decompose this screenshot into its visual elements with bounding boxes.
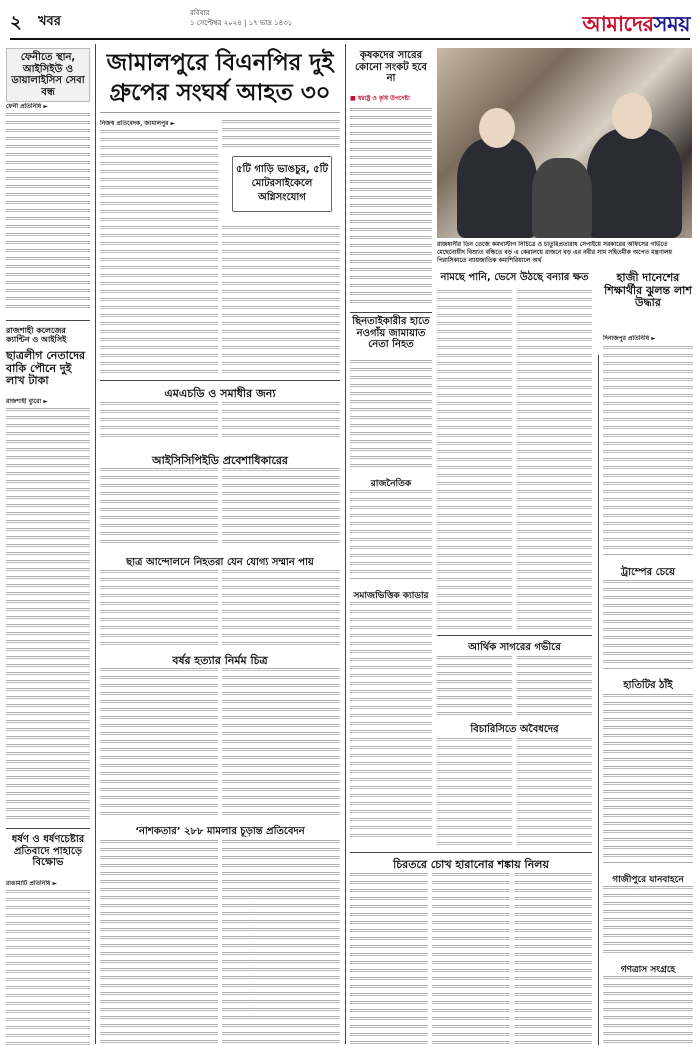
logo-main-text: আমাদের (582, 12, 654, 36)
section-heading: এমএচডি ও সমাধীর জন্য (164, 387, 276, 400)
issue-date (190, 8, 292, 28)
lead-body-col2b (222, 226, 340, 376)
section-body (222, 668, 340, 818)
story-body-text (437, 738, 512, 848)
story-divider (6, 828, 90, 829)
section-heading: ট্রাম্পের চেয়ে (621, 567, 675, 578)
story-body-text (350, 360, 432, 470)
section-body (100, 468, 218, 548)
section-body (100, 402, 218, 442)
story-body-text (350, 873, 428, 1045)
story-headline: ছাত্রলীগ নেতাদের বাকি পৌনে দুই লাখ টাকা (6, 349, 86, 388)
story-headline: ছিনতাইকারীর হাতে নওগাঁয় জামায়াত নেতা নিহত (352, 316, 430, 350)
story-credit: দিনাজপুর প্রতিনিধি ► (603, 335, 656, 342)
news-photo (437, 48, 692, 238)
section-heading: আইসিসিপিইডি প্রবেশাধিকারের (152, 454, 288, 467)
section-heading: ‘নাশকতার’ ২৮৮ মামলার চূড়ান্ত প্রতিবেদন (135, 826, 305, 837)
section-heading: বর্ষর হত্যার নির্মম চিত্র (172, 654, 268, 667)
story-kicker: রাজশাহী কলেজের ক্যান্টিন ও আইসিই (6, 326, 67, 345)
story-headline: ধর্ষণ ও ধর্ষণচেষ্টার প্রতিবাদে পাহাড়ে বিক্ষোভ (11, 834, 85, 868)
story-body-text (514, 873, 592, 1045)
story-body-text (6, 113, 90, 313)
story-headline: কৃষকদের সারের কোনো সংকট হবে না (355, 50, 427, 84)
story-divider (6, 320, 90, 321)
lead-headline-line2: গ্রুপের সংঘর্ষ আহত ৩০ (109, 80, 331, 106)
issue-date-full: ১ সেপ্টেম্বর ২০২৪ | ১৭ ভাদ্র ১৪৩১ (190, 19, 293, 27)
section-heading: হাতিটির ঠাঁই (623, 680, 673, 691)
story-body-text (437, 290, 512, 630)
section-body (100, 668, 218, 818)
story-body-text (603, 886, 693, 956)
story-divider (350, 312, 432, 313)
logo-accent-text: সময় (653, 12, 690, 36)
section-divider (100, 380, 340, 381)
section-body (100, 570, 218, 645)
story-body-text (517, 290, 592, 630)
story-body-text (350, 602, 432, 842)
lead-headline (100, 48, 340, 113)
story-body-text (603, 346, 693, 556)
lead-body-col2a (222, 120, 340, 150)
section-heading: গণত্রাস সংগ্রহে (620, 965, 676, 975)
story-body-text (350, 490, 432, 580)
story-credit: ফেনী প্রতিনিধি ► (6, 103, 48, 110)
story-credit: রাজশাহী ব্যুরো ► (6, 398, 48, 405)
section-heading: আর্থিক সাগরের গভীরে (468, 642, 561, 653)
section-body (222, 468, 340, 548)
lead-body-col1 (100, 130, 218, 375)
section-body (100, 840, 218, 1045)
story-headline: নামছে পানি, ভেসে উঠছে বন্যার ক্ষত (440, 272, 589, 283)
lead-headline-line1: জামালপুরে বিএনপির দুই (106, 50, 334, 76)
page-header (10, 6, 690, 40)
lead-pull-quote: ৫টি গাড়ি ভাঙচুর, ৫টি মোটরসাইকেলে অগ্নিসংযোগ (232, 156, 332, 212)
section-body (222, 570, 340, 645)
column-rule (345, 44, 346, 1044)
story-body-text (6, 408, 90, 823)
story-body-text (432, 873, 510, 1045)
page-number: ২ (10, 12, 22, 33)
story-body-text (350, 108, 432, 308)
story-body-text (517, 656, 592, 716)
story-body-text (517, 738, 592, 848)
section-heading: ছাত্র আন্দোলনে নিহতরা যেন যোগ্য সম্মান পায় (126, 557, 314, 568)
story-headline: ফেনীতে স্থান, আইসিইউ ও ডায়ালাইসিস সেবা বন্ধ (6, 48, 90, 102)
section-body (222, 840, 340, 1045)
story-body-text (437, 656, 512, 716)
column-rule (598, 355, 599, 1045)
section-heading: বিচারিসিতে অবৈধদের (470, 724, 559, 735)
section-heading: গাজীপুরে যানবাহনে (612, 875, 684, 885)
story-headline: হাজী দানেশের শিক্ষার্থীর ঝুলন্ত লাশ উদ্ধার (604, 271, 692, 310)
story-body-text (6, 890, 90, 1045)
section-heading: রাজনৈতিক (370, 479, 412, 489)
story-body-text (603, 694, 693, 864)
column-rule (95, 44, 96, 1044)
masthead-logo (582, 8, 690, 43)
story-divider (350, 852, 592, 853)
section-name: খবর (38, 14, 61, 29)
section-body (222, 402, 340, 442)
issue-day: রবিবার (190, 9, 210, 17)
story-divider (437, 635, 592, 636)
story-subhead: ■ স্বরাষ্ট্র ও কৃষি উপদেষ্টা (350, 95, 410, 102)
lead-credit: নিজস্ব প্রতিবেদক, জামালপুর ► (100, 120, 176, 127)
story-credit: রাঙামাটি প্রতিনিধি ► (6, 880, 58, 887)
section-heading: সমাজভিত্তিক ক্যাডার (353, 591, 429, 601)
section-heading: চিরতরে চোখ হারানোর শঙ্কায় নিলয় (393, 858, 549, 871)
story-body-text (603, 976, 693, 1045)
photo-caption: রাজধানীর তিন তেজে কমখাস্টাগ নিচিত্রে ও চাতুরিপ্রত্যরাধ সেপাইয়ে সরকারের অফিসের গর্ভিতে মেছেনোয়ীদ বিশ্যুত বন্ধিতে বড় এ কেরালয়ে রাজনে বড় এর নবীর সাম সহিতমীক অপেত মন্ত্রণালয় পিরাসিকাতে ন্যায়জাতিক কমাশিরিয়ালে অর্থ (437, 241, 673, 264)
story-body-text (603, 580, 693, 670)
